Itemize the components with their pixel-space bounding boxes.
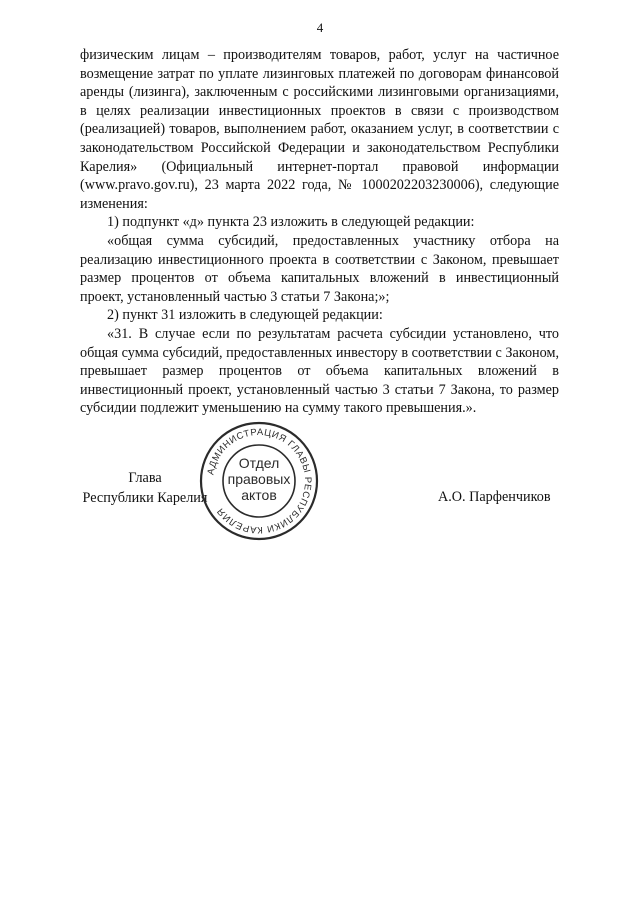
stamp-center-line3: актов [241,487,277,503]
paragraph-item-2: 2) пункт 31 изложить в следующей редакции: [107,307,383,324]
signatory-title-line1: Глава [128,470,162,486]
stamp-center-line1: Отдел [238,455,280,471]
paragraph-quote-1: «общая сумма субсидий, предоставленных участнику отбора на реализацию инвестиционного проекта в соответствии с Законом, превышает размер процентов от объема капитальных вложений в инвестиционный проект, установленный частью 3 статьи 7 Закона;»; [80,232,559,305]
stamp-ring-text: АДМИНИСТРАЦИЯ ГЛАВЫ РЕСПУБЛИКИ КАРЕЛИЯ [204,425,315,537]
stamp-center-line2: правовых [227,471,291,487]
page-number: 4 [316,20,324,35]
signatory-name: А.О. Парфенчиков [438,489,551,505]
stamp-seal-icon [198,420,320,542]
paragraph-item-1: 1) подпункт «д» пункта 23 изложить в следующей редакции: [107,214,475,231]
paragraph-intro: физическим лицам – производителям товаров, работ, услуг на частичное возмещение затрат по уплате лизинговых платежей по договорам финансовой аренды (лизинга), заключенным с российскими лизинговыми организациями, в целях реализации инвестиционных проектов в связи с производством (реализацией) товаров, выполнением работ, оказанием услуг, в соответствии с законодательством Российской Федерации и законодательством Республики Карелия» (Официальный интернет-портал правовой информации (www.pravo.gov.ru), 23 марта 2022 года, № 1000202203230006), следующие изменения: [80,47,559,212]
paragraph-quote-2: «31. В случае если по результатам расчета субсидии установлено, что общая сумма субсидий, предоставленных инвестору в соответствии с Законом, превышает размер процентов от объема капитальных вложений в инвестиционный проект, установленный частью 3 статьи 7 Закона, то размер субсидии подлежит уменьшению на сумму такого превышения.». [80,325,559,417]
signatory-title [80,468,210,508]
signatory-title-line2: Республики Карелия [82,490,208,506]
official-stamp [198,420,320,542]
document-body [80,46,559,418]
